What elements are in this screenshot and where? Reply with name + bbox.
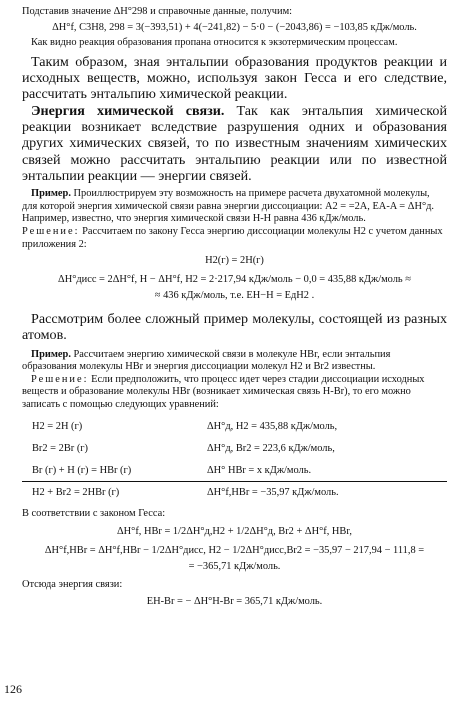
energy-paragraph	[22, 103, 447, 184]
example2-paragraph	[22, 349, 447, 374]
reaction-total-right: ΔH°f,HBr = −35,97 кДж/моль.	[207, 487, 339, 499]
complex-example-paragraph: Рассмотрим более сложный пример молекулы, состоящей из разных атомов.	[22, 310, 447, 344]
page-number: 126	[4, 682, 22, 696]
dissociation-calc-line1: ΔH°дисс = 2ΔH°f, H − ΔH°f, H2 = 2·217,94 кДж/моль − 0,0 = 435,88 кДж/моль ≈	[58, 273, 411, 285]
example1-paragraph	[22, 188, 447, 213]
hess-paragraph: Таким образом, зная энтальпии образования продуктов реакции и исходных веществ, можно, используя закон Гесса и его следствие, рассчитать энтальпию химической реакции.	[22, 53, 447, 103]
hess-law-label: В соответствии с законом Гесса:	[22, 507, 166, 519]
dissociation-calc-line2: ≈ 436 кДж/моль, т.е. EH−H = EдH2 .	[154, 290, 315, 302]
intro-line: Подставив значение ΔH°298 и справочные данные, получим:	[22, 6, 293, 17]
reaction-total-left: H2 + Br2 = 2HBr (г)	[32, 487, 120, 499]
solution-label-2: Решение:	[31, 373, 89, 385]
example1-solution	[22, 226, 447, 251]
reaction-row	[22, 421, 447, 434]
solution-label: Решение:	[22, 225, 80, 237]
example2-solution	[22, 374, 447, 412]
propane-conclusion: Как видно реакция образования пропана относится к экзотермическим процессам.	[31, 37, 398, 49]
reaction-row	[22, 465, 447, 478]
bond-energy-label: Отсюда энергия связи:	[22, 579, 123, 591]
example2-solution-text: Если предположить, что процесс идет через стадии диссоциации исходных веществ и образование молекулы HBr (возникает химическая связь H-Br), то его можно записать с помощью следующих уравнений:	[22, 373, 425, 410]
example1-heading: Пример.	[31, 188, 71, 200]
energy-heading: Энергия химической связи.	[31, 102, 225, 119]
reaction-row	[22, 443, 447, 456]
reaction-left: Br2 = 2Br (г)	[32, 443, 89, 455]
propane-equation: ΔH°f, C3H8, 298 = 3(−393,51) + 4(−241,82) − 5·0 − (−2043,86) = −103,85 кДж/моль.	[52, 21, 417, 33]
reaction-left: H2 = 2H (г)	[32, 421, 83, 433]
summation-rule	[22, 481, 447, 482]
hh-bond-line: Например, известно, что энергия химической связи Н-Н равна 436 кДж/моль.	[22, 213, 366, 225]
hess-equation-3: = −365,71 кДж/моль.	[188, 560, 281, 572]
reaction-right: ΔH° HBr = x кДж/моль.	[207, 464, 312, 476]
reaction-total-row	[22, 487, 447, 500]
h2-dissociation-equation: H2(г) = 2H(г)	[205, 255, 264, 267]
hess-equation-2: ΔH°f,HBr = ΔH°f,HBr − 1/2ΔH°дисс, H2 − 1/2ΔH°дисс,Br2 = −35,97 − 217,94 − 111,8 =	[44, 545, 425, 557]
example2-heading: Пример.	[31, 348, 71, 360]
example1-solution-text: Рассчитаем по закону Гесса энергию диссоциации молекулы H2 с учетом данных приложения 2:	[22, 225, 443, 250]
hess-equation-1: ΔH°f, HBr = 1/2ΔH°д,H2 + 1/2ΔH°д, Br2 + ΔH°f, HBr,	[116, 526, 353, 538]
reaction-right: ΔH°д, Br2 = 223,6 кДж/моль,	[207, 443, 335, 455]
energy-text: Так как энтальпия химической реакции возникает вследствие разрушения одних и образования других химических связей, то по известным значениям химических связей можно рассчитать энтальпию реакции или по известной энтальпии реакции — энергии связей.	[22, 102, 447, 184]
bond-energy-equation: EH-Br = − ΔH°H-Br = 365,71 кДж/моль.	[146, 595, 323, 607]
reaction-steps	[22, 421, 447, 499]
example1-text: Проиллюстрируем эту возможность на примере расчета двухатомной молекулы, для которой энергия химической связи равна энергии диссоциации: A2 = =2A, EA-A = ΔH°д.	[22, 188, 434, 212]
example2-text: Рассчитаем энергию химической связи в молекуле HBr, если энтальпия образования молекулы HBr и энергия диссоциации молекул H2 и Br2 известны.	[22, 348, 391, 373]
reaction-right: ΔH°д, H2 = 435,88 кДж/моль,	[207, 421, 338, 433]
reaction-left: Br (г) + H (г) = HBr (г)	[32, 464, 132, 476]
